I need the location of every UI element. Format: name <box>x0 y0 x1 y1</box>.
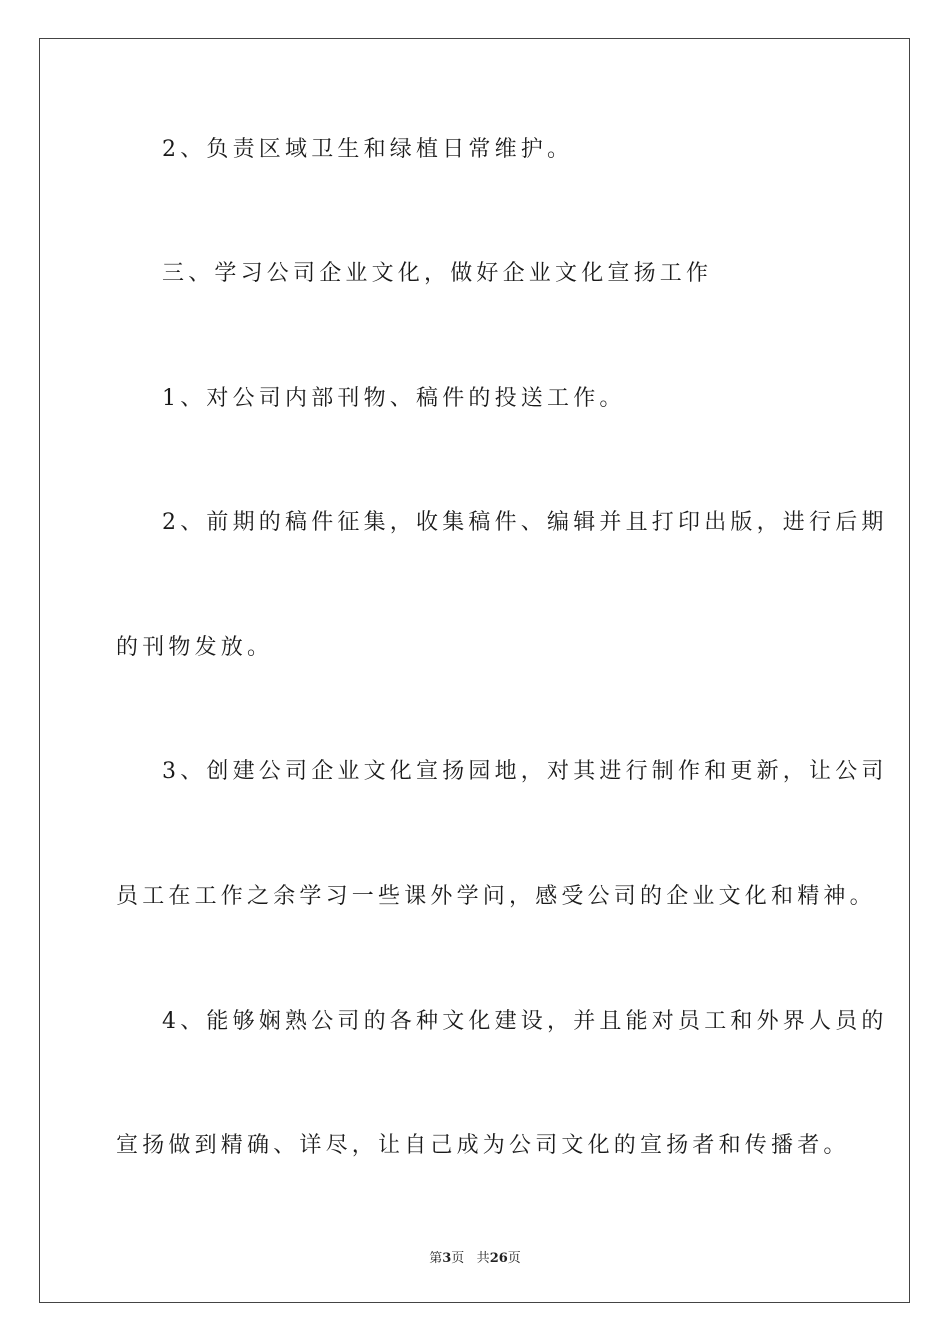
paragraph-culture-garden-line1: 3、创建公司企业文化宣扬园地，对其进行制作和更新，让公司 <box>162 759 888 784</box>
paragraph-culture-garden-line2: 员工在工作之余学习一些课外学问，感受公司的企业文化和精神。 <box>116 884 876 909</box>
paragraph-culture-promotion-line2: 宣扬做到精确、详尽，让自己成为公司文化的宣扬者和传播者。 <box>116 1133 850 1158</box>
page-number: 3 <box>442 1251 452 1266</box>
paragraph-hygiene: 2、负责区域卫生和绿植日常维护。 <box>162 137 574 162</box>
page-prefix: 第 <box>429 1251 443 1266</box>
paragraph-culture-promotion-line1: 4、能够娴熟公司的各种文化建设，并且能对员工和外界人员的 <box>162 1009 888 1034</box>
total-pages: 26 <box>489 1251 508 1266</box>
paragraph-submissions-line2: 的刊物发放。 <box>116 635 274 660</box>
page-footer <box>0 1247 950 1266</box>
total-prefix: 共 <box>476 1251 490 1266</box>
page-border <box>39 38 910 1303</box>
total-suffix: 页 <box>507 1251 521 1266</box>
paragraph-publication: 1、对公司内部刊物、稿件的投送工作。 <box>162 386 626 411</box>
section-heading-culture: 三、学习公司企业文化，做好企业文化宣扬工作 <box>162 261 713 286</box>
page-suffix: 页 <box>451 1251 465 1266</box>
paragraph-submissions-line1: 2、前期的稿件征集，收集稿件、编辑并且打印出版，进行后期 <box>162 510 888 535</box>
